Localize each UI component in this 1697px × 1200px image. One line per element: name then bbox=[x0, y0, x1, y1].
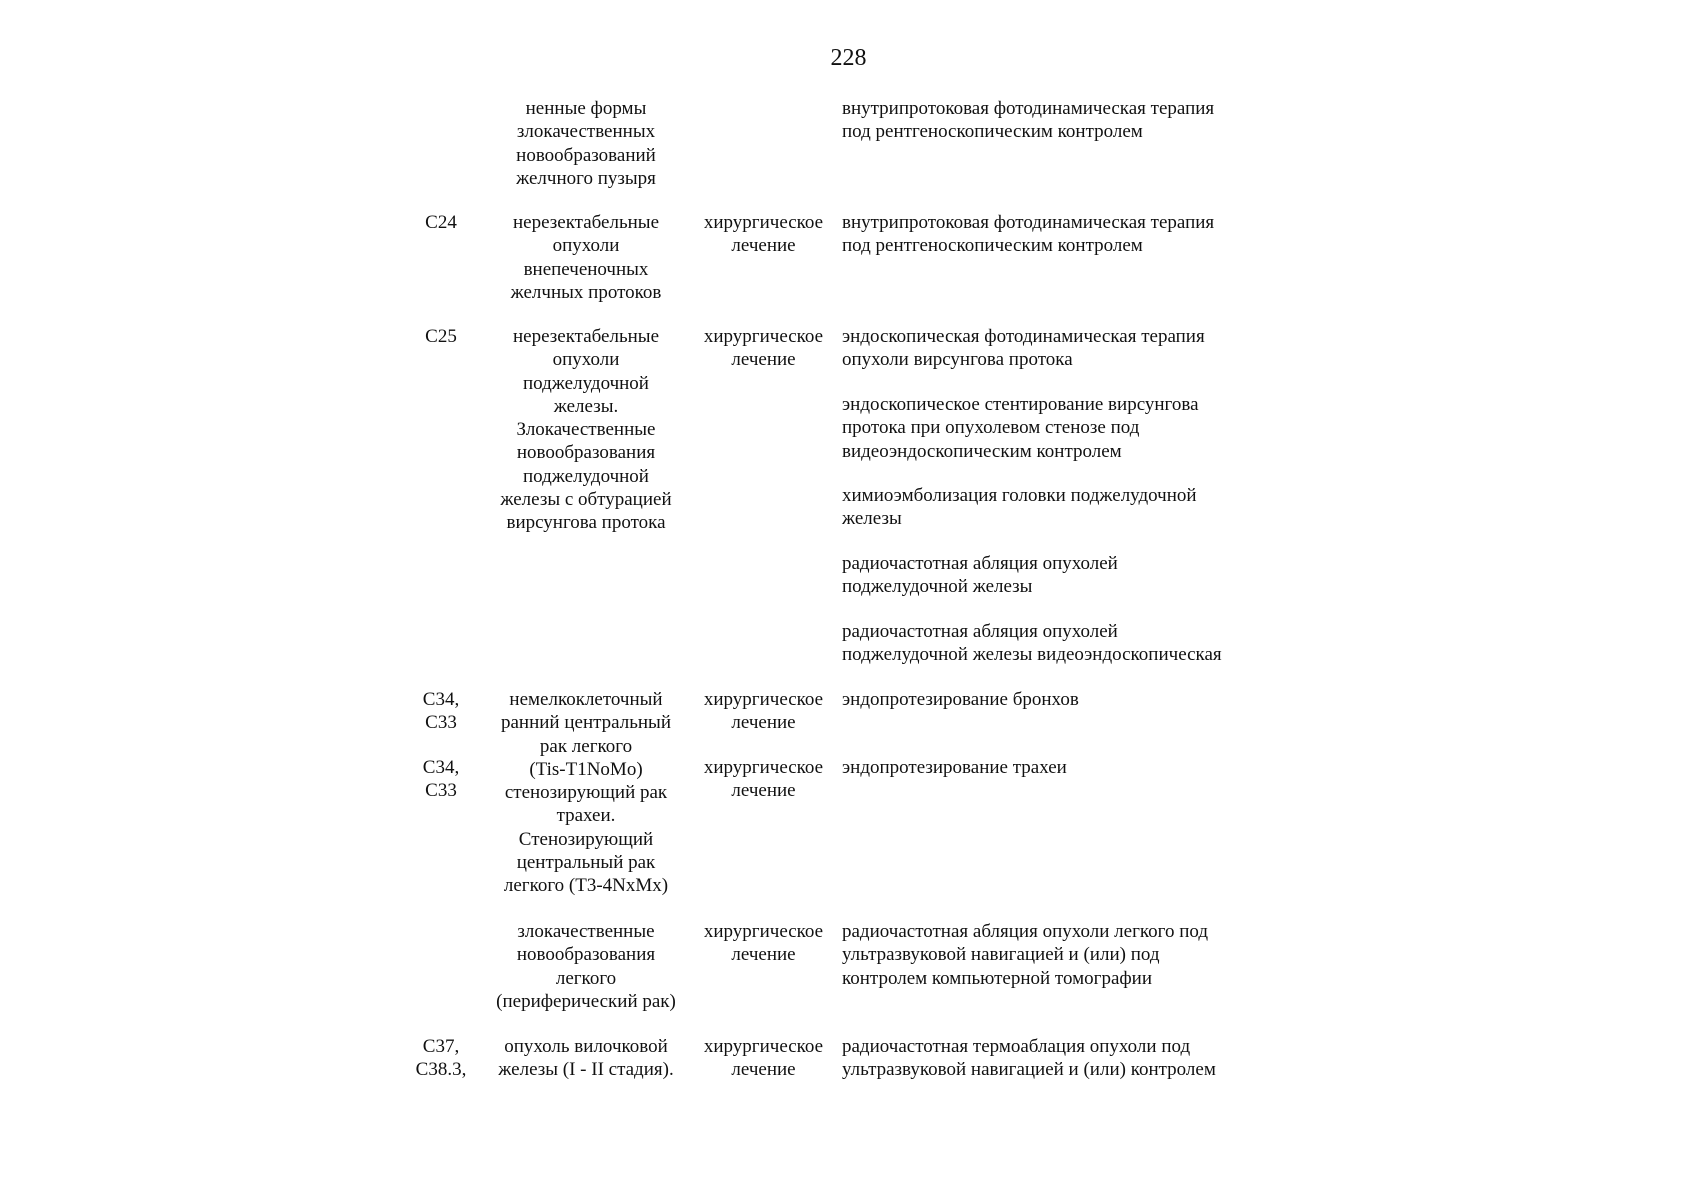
code-line: C33 bbox=[425, 712, 457, 734]
method-line: ультразвуковой навигацией и (или) контролем bbox=[842, 1059, 1216, 1081]
method-line: эндоскопическое стентирование вирсунгова bbox=[842, 394, 1199, 415]
diagnosis-line: новообразований bbox=[516, 144, 656, 166]
diagnosis-line: желчного пузыря bbox=[516, 167, 656, 189]
diagnosis-line: стенозирующий рак bbox=[504, 782, 668, 804]
diagnosis-line: опухоли bbox=[552, 349, 620, 371]
row-2-code bbox=[405, 325, 477, 348]
diagnosis-line: железы. bbox=[553, 395, 619, 417]
method-line: железы bbox=[842, 508, 902, 530]
diagnosis-line: ненные формы bbox=[525, 98, 647, 119]
diagnosis-line: нерезектабельные bbox=[512, 326, 660, 347]
treatment-line: хирургическое bbox=[703, 689, 824, 710]
row-0-diagnosis bbox=[475, 97, 697, 190]
row-2-method-3 bbox=[842, 552, 1262, 599]
row-3-method-0 bbox=[842, 688, 1262, 711]
code-line: C34, bbox=[422, 689, 460, 710]
diagnosis-line: Злокачественные bbox=[516, 419, 656, 441]
treatment-line: лечение bbox=[731, 780, 796, 802]
method-line: ультразвуковой навигацией и (или) под bbox=[842, 944, 1160, 966]
diagnosis-line: вирсунгова протока bbox=[506, 512, 666, 534]
treatment-line: хирургическое bbox=[703, 326, 824, 347]
code-line: C33 bbox=[425, 780, 457, 802]
treatment-line: лечение bbox=[731, 235, 796, 257]
method-line: радиочастотная абляция опухоли легкого под bbox=[842, 921, 1208, 942]
row-2-method-1 bbox=[842, 393, 1262, 463]
code-line: C38.3, bbox=[415, 1059, 467, 1081]
row-6-method-0 bbox=[842, 1035, 1262, 1082]
row-1-treatment bbox=[697, 211, 830, 258]
method-line: под рентгеноскопическим контролем bbox=[842, 121, 1143, 143]
row-3-diagnosis bbox=[475, 688, 697, 898]
row-4-code bbox=[405, 756, 477, 803]
code-line: C37, bbox=[422, 1036, 460, 1057]
diagnosis-line: ранний центральный bbox=[500, 712, 671, 734]
treatment-line: лечение bbox=[731, 944, 796, 966]
method-line: эндопротезирование бронхов bbox=[842, 689, 1079, 710]
row-2-method-0 bbox=[842, 325, 1262, 372]
method-line: под рентгеноскопическим контролем bbox=[842, 235, 1143, 257]
method-line: внутрипротоковая фотодинамическая терапия bbox=[842, 98, 1215, 119]
method-line: протока при опухолевом стенозе под bbox=[842, 417, 1140, 439]
diagnosis-line: (периферический рак) bbox=[496, 990, 676, 1012]
row-2-method-4 bbox=[842, 620, 1262, 667]
diagnosis-line: железы с обтурацией bbox=[500, 489, 672, 511]
page-number: 228 bbox=[830, 45, 867, 71]
method-line: химиоэмболизация головки поджелудочной bbox=[842, 485, 1197, 506]
row-4-method-0 bbox=[842, 756, 1262, 779]
diagnosis-line: злокачественных bbox=[516, 121, 656, 143]
row-5-diagnosis bbox=[475, 920, 697, 1013]
method-line: радиочастотная абляция опухолей bbox=[842, 553, 1118, 574]
method-line: радиочастотная термоаблация опухоли под bbox=[842, 1036, 1191, 1057]
diagnosis-line: поджелудочной bbox=[523, 465, 649, 487]
treatment-line: хирургическое bbox=[703, 921, 824, 942]
row-2-treatment bbox=[697, 325, 830, 372]
diagnosis-line: (Tis-T1NoMo) bbox=[529, 758, 643, 780]
diagnosis-line: новообразования bbox=[516, 442, 656, 464]
diagnosis-line: новообразования bbox=[516, 944, 656, 966]
row-4-treatment bbox=[697, 756, 830, 803]
method-line: видеоэндоскопическим контролем bbox=[842, 440, 1122, 462]
diagnosis-line: опухоль вилочковой bbox=[504, 1036, 668, 1057]
row-1-diagnosis bbox=[475, 211, 697, 304]
row-6-code bbox=[405, 1035, 477, 1082]
method-line: эндоскопическая фотодинамическая терапия bbox=[842, 326, 1205, 347]
treatment-line: лечение bbox=[731, 349, 796, 371]
diagnosis-line: внепеченочных bbox=[523, 258, 649, 280]
diagnosis-line: легкого bbox=[555, 967, 617, 989]
row-6-diagnosis bbox=[475, 1035, 697, 1082]
diagnosis-line: легкого (T3-4NxMx) bbox=[503, 875, 669, 897]
code-line: C24 bbox=[425, 212, 457, 233]
row-2-diagnosis bbox=[475, 325, 697, 535]
treatment-line: хирургическое bbox=[703, 757, 824, 778]
diagnosis-line: поджелудочной bbox=[523, 372, 649, 394]
treatment-line: хирургическое bbox=[703, 1036, 824, 1057]
method-line: поджелудочной железы видеоэндоскопическая bbox=[842, 644, 1222, 666]
row-5-method-0 bbox=[842, 920, 1262, 990]
row-3-treatment bbox=[697, 688, 830, 735]
diagnosis-line: опухоли bbox=[552, 235, 620, 257]
row-5-treatment bbox=[697, 920, 830, 967]
diagnosis-line: немелкоклеточный bbox=[509, 689, 663, 710]
treatment-line: лечение bbox=[731, 1059, 796, 1081]
method-line: эндопротезирование трахеи bbox=[842, 757, 1067, 778]
diagnosis-line: Стенозирующий bbox=[518, 828, 654, 850]
treatment-line: хирургическое bbox=[703, 212, 824, 233]
code-line: C25 bbox=[425, 326, 457, 347]
diagnosis-line: нерезектабельные bbox=[512, 212, 660, 233]
method-line: радиочастотная абляция опухолей bbox=[842, 621, 1118, 642]
row-6-treatment bbox=[697, 1035, 830, 1082]
treatment-line: лечение bbox=[731, 712, 796, 734]
row-1-method-0 bbox=[842, 211, 1262, 258]
diagnosis-line: трахеи. bbox=[556, 805, 616, 827]
row-3-code bbox=[405, 688, 477, 735]
row-1-code bbox=[405, 211, 477, 234]
diagnosis-line: центральный рак bbox=[516, 852, 656, 874]
method-line: поджелудочной железы bbox=[842, 576, 1033, 598]
code-line: C34, bbox=[422, 757, 460, 778]
diagnosis-line: железы (I - II стадия). bbox=[498, 1059, 674, 1081]
method-line: опухоли вирсунгова протока bbox=[842, 349, 1073, 371]
diagnosis-line: злокачественные bbox=[517, 921, 655, 942]
row-0-method-0 bbox=[842, 97, 1262, 144]
method-line: контролем компьютерной томографии bbox=[842, 967, 1153, 989]
diagnosis-line: желчных протоков bbox=[510, 281, 662, 303]
method-line: внутрипротоковая фотодинамическая терапия bbox=[842, 212, 1215, 233]
diagnosis-line: рак легкого bbox=[539, 735, 633, 757]
row-2-method-2 bbox=[842, 484, 1262, 531]
